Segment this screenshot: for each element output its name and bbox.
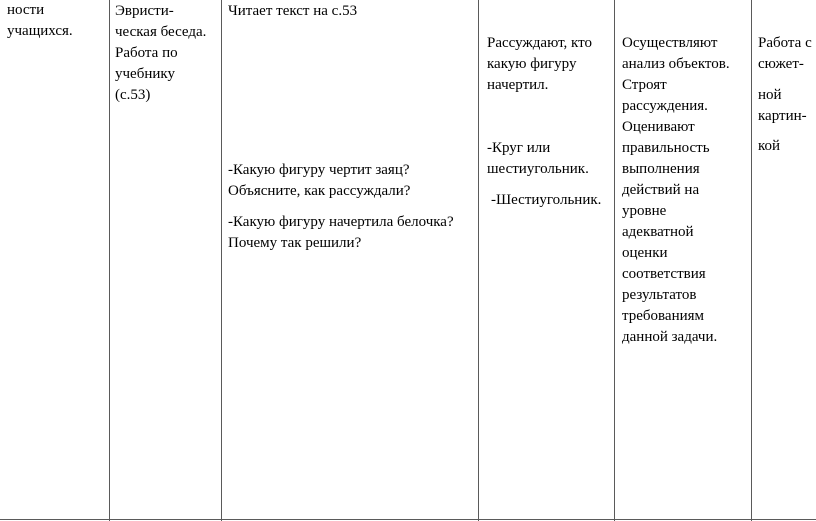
cell-text: адекватной	[622, 224, 694, 240]
cell-method	[115, 1, 206, 106]
cell-student-answer-2	[491, 190, 601, 211]
cell-text: какую фигуру	[487, 56, 577, 72]
cell-text: Рассуждают, кто	[487, 35, 592, 51]
column-divider-2	[221, 0, 222, 521]
cell-text: кой	[758, 138, 781, 154]
cell-work-form-end	[758, 136, 780, 157]
cell-text: Почему так решили?	[228, 235, 362, 251]
cell-work-form	[758, 33, 812, 75]
cell-work-form-continued	[758, 85, 807, 127]
cell-text: анализ объектов.	[622, 56, 730, 72]
cell-text: результатов	[622, 287, 697, 303]
cell-teacher-activity	[228, 1, 476, 22]
cell-text: начертил.	[487, 77, 549, 93]
cell-teacher-question-2	[228, 212, 476, 254]
cell-text: действий на	[622, 182, 700, 198]
cell-text: Работа по	[115, 45, 178, 61]
column-divider-4	[614, 0, 615, 521]
cell-text: ности	[7, 2, 45, 18]
cell-text: -Шестиугольник.	[491, 192, 602, 208]
cell-text: -Какую фигуру начертила белочка?	[228, 214, 454, 230]
cell-teacher-question-1	[228, 160, 476, 202]
cell-text: уровне	[622, 203, 667, 219]
cell-text: Работа с	[758, 35, 812, 51]
column-divider-5	[751, 0, 752, 521]
cell-text: Осуществляют	[622, 35, 718, 51]
cell-text: данной задачи.	[622, 329, 718, 345]
cell-text: соответствия	[622, 266, 706, 282]
cell-text: учащихся.	[7, 23, 73, 39]
cell-text: шестиугольник.	[487, 161, 589, 177]
cell-text: -Круг или	[487, 140, 551, 156]
cell-text: рассуждения.	[622, 98, 708, 114]
cell-text: Оценивают	[622, 119, 695, 135]
cell-text: (с.53)	[115, 87, 151, 103]
cell-text: сюжет-	[758, 56, 804, 72]
cell-text: -Какую фигуру чертит заяц?	[228, 162, 410, 178]
cell-learning-actions	[622, 33, 730, 348]
cell-text: ной	[758, 87, 782, 103]
cell-student-answer-1	[487, 138, 589, 180]
column-divider-3	[478, 0, 479, 521]
cell-text: выполнения	[622, 161, 700, 177]
cell-student-activity	[7, 0, 73, 42]
cell-text: требованиям	[622, 308, 705, 324]
cell-text: Строят	[622, 77, 667, 93]
cell-text: Читает текст на с.53	[228, 3, 358, 19]
cell-student-reasoning	[487, 33, 592, 96]
table-bottom-border	[0, 519, 816, 520]
cell-text: ческая беседа.	[115, 24, 207, 40]
cell-text: оценки	[622, 245, 668, 261]
cell-text: Объясните, как рассуждали?	[228, 183, 411, 199]
column-divider-1	[109, 0, 110, 521]
cell-text: Эвристи-	[115, 3, 174, 19]
cell-text: правильность	[622, 140, 710, 156]
cell-text: картин-	[758, 108, 807, 124]
cell-text: учебнику	[115, 66, 175, 82]
